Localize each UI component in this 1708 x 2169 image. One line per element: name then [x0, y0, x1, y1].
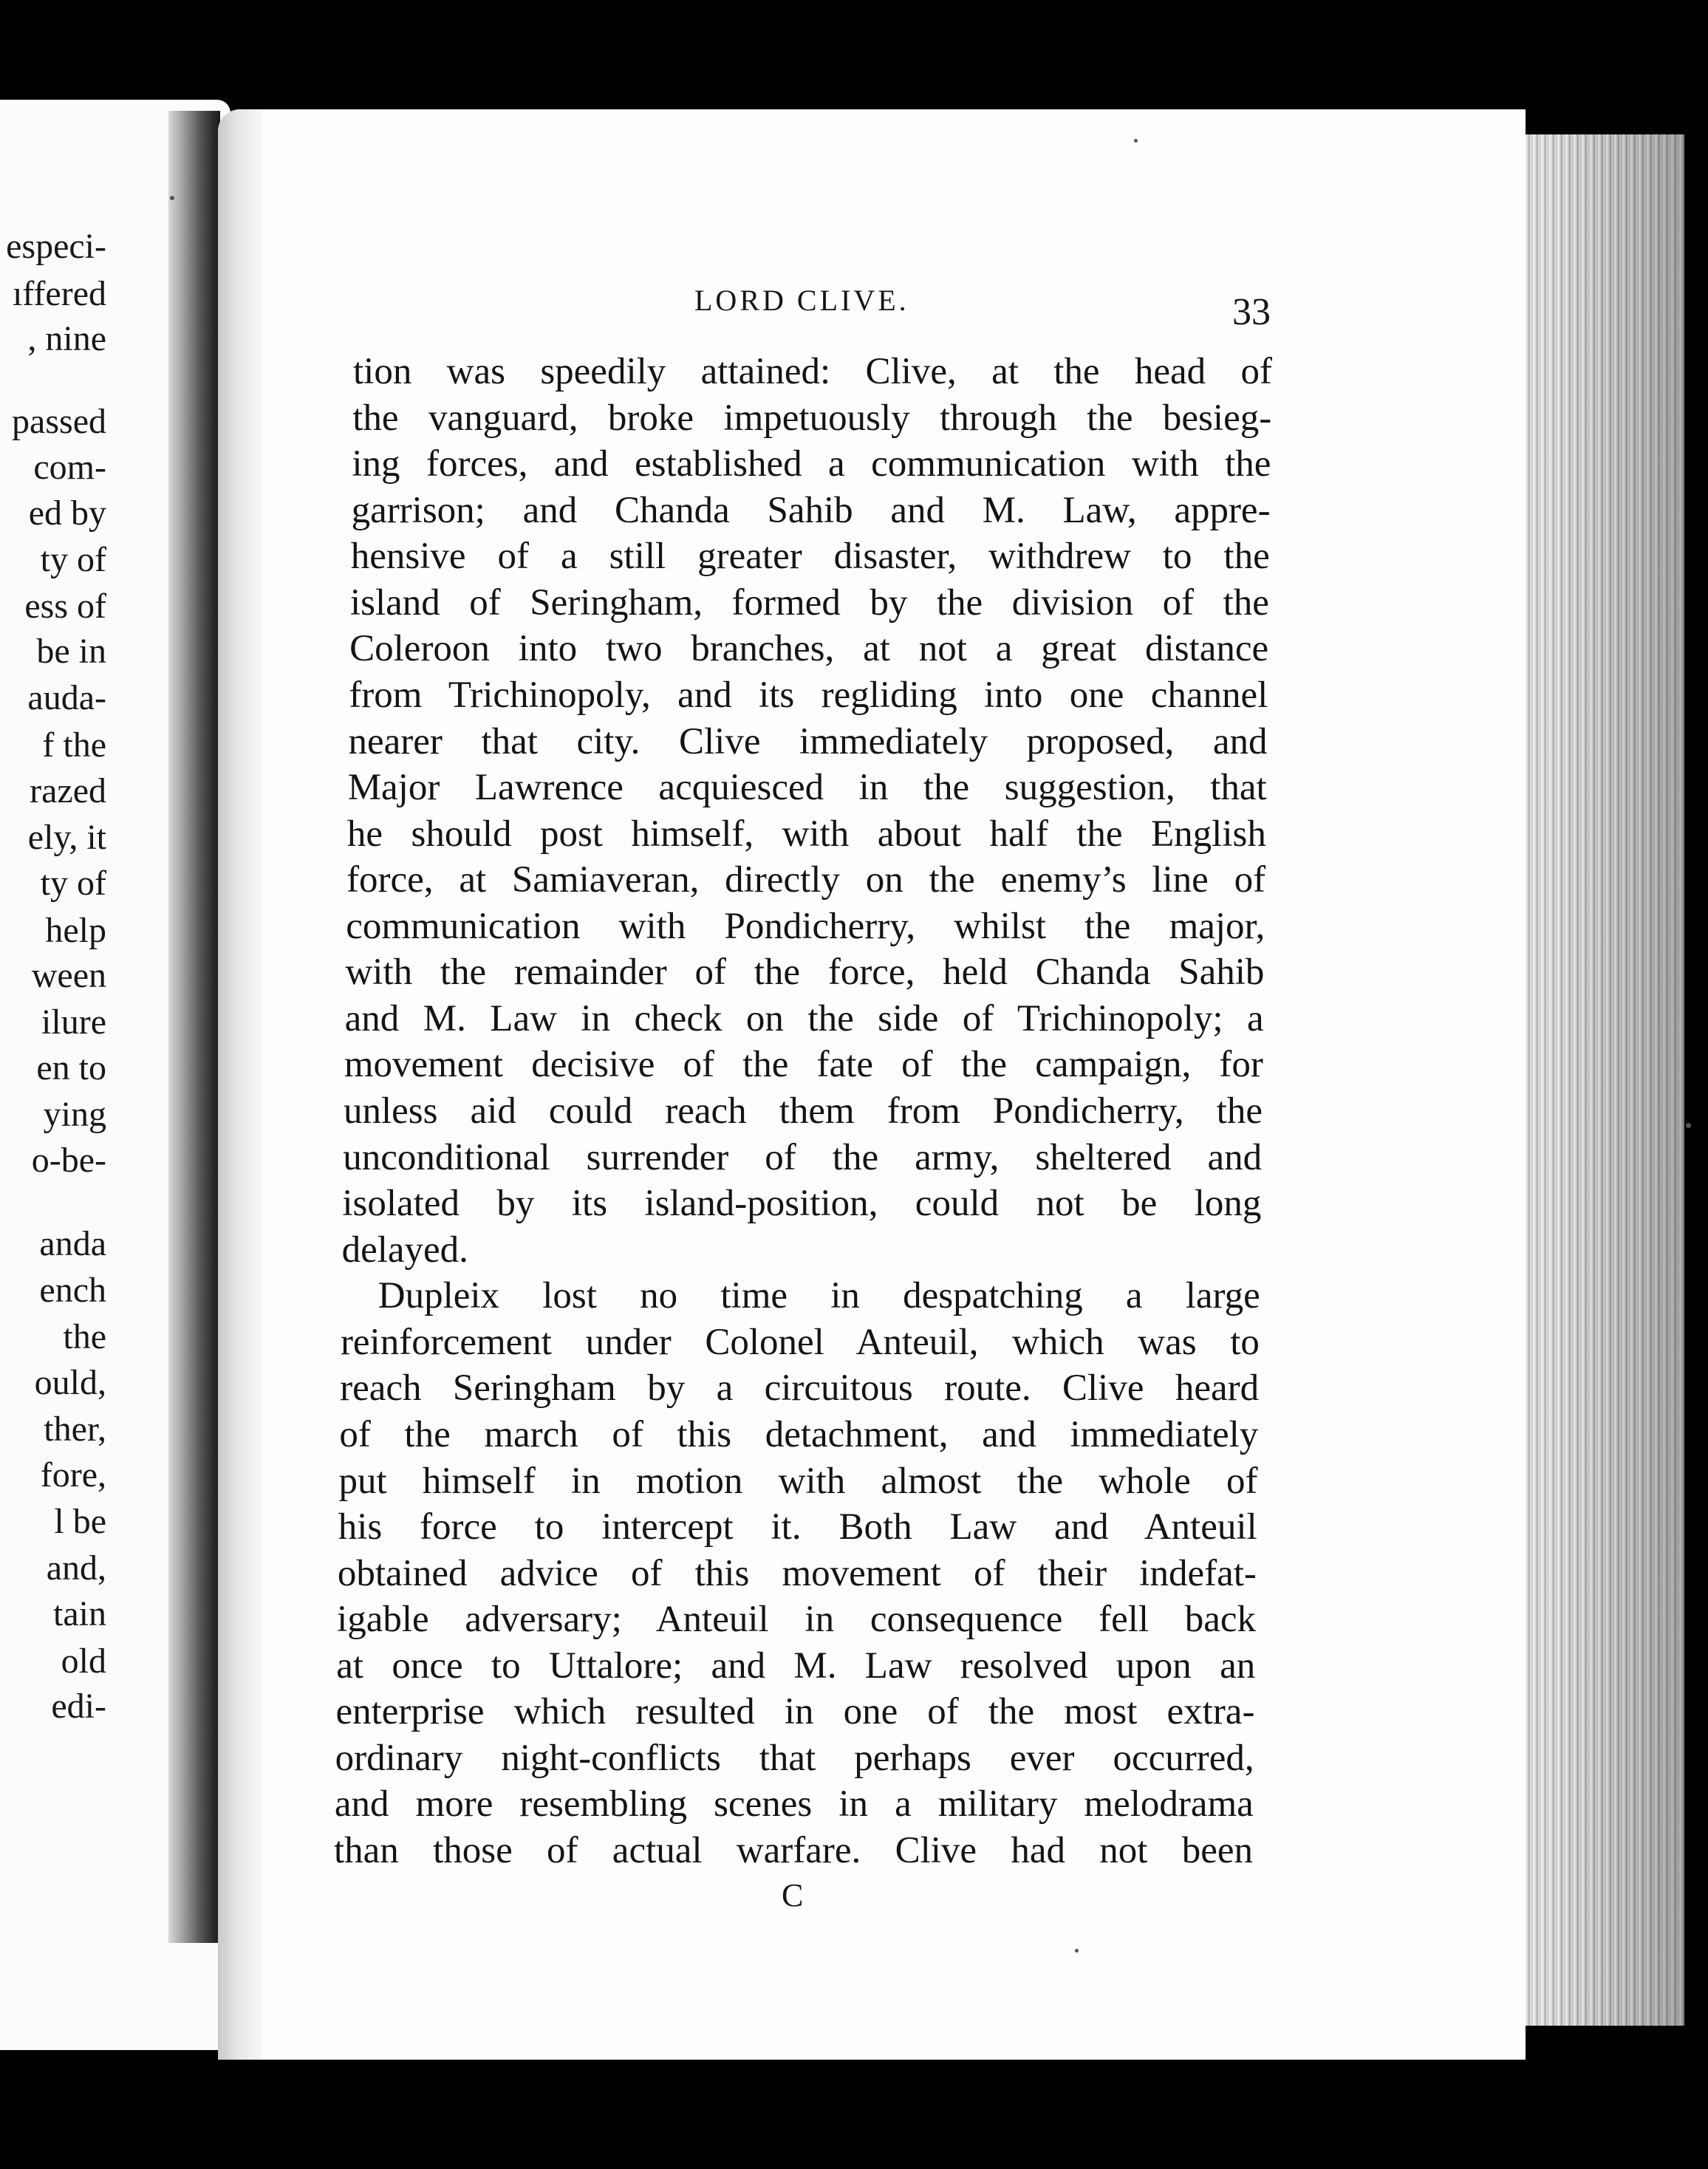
- body-line: unless aid could reach them from Pondicherry, the: [344, 1090, 1263, 1132]
- body-line: nearer that city. Clive immediately proposed, and: [348, 720, 1268, 762]
- body-line: Major Lawrence acquiesced in the suggestion, that: [347, 767, 1267, 809]
- previous-page-line: tain: [53, 1594, 106, 1633]
- body-line: than those of actual warfare. Clive had not been: [334, 1830, 1253, 1871]
- previous-page-line: l be: [54, 1502, 106, 1541]
- previous-page-line: f the: [42, 725, 106, 765]
- previous-page-line: ıffered: [12, 274, 106, 313]
- body-line: ing forces, and established a communication with the: [352, 443, 1271, 485]
- previous-page-line: ying: [43, 1095, 106, 1134]
- body-line: Coleroon into two branches, at not a great distance: [349, 628, 1269, 670]
- signature-mark: C: [782, 1877, 804, 1913]
- body-line: and M. Law in check on the side of Trichinopoly; a: [344, 997, 1264, 1039]
- body-line: reinforcement under Colonel Anteuil, which was to: [340, 1321, 1260, 1363]
- previous-page-line: ould,: [34, 1363, 106, 1402]
- previous-page-line: ty of: [40, 540, 106, 579]
- previous-page-line: auda-: [27, 678, 106, 717]
- previous-page-line: ess of: [24, 587, 106, 626]
- previous-page-line: o-be-: [31, 1141, 106, 1180]
- body-line: and more resembling scenes in a military melodrama: [334, 1783, 1254, 1825]
- running-head: LORD CLIVE.: [694, 284, 909, 317]
- previous-page-line: help: [45, 911, 106, 950]
- previous-page-line: anda: [39, 1224, 106, 1263]
- body-line: put himself in motion with almost the whole of: [338, 1460, 1258, 1502]
- page-number: 33: [1232, 291, 1271, 333]
- body-line: obtained advice of this movement of their indefat-: [337, 1552, 1257, 1594]
- body-line: enterprise which resulted in one of the most extra-: [335, 1691, 1255, 1733]
- previous-page-line: en to: [36, 1048, 106, 1087]
- paragraph-first-line: Dupleix lost no time in despatching a large: [378, 1275, 1260, 1317]
- body-line: garrison; and Chanda Sahib and M. Law, appre-: [351, 489, 1271, 531]
- previous-page-line: especi-: [6, 227, 106, 266]
- body-line: reach Seringham by a circuitous route. Clive heard: [340, 1367, 1260, 1410]
- previous-page-line: and,: [46, 1548, 106, 1588]
- inner-gutter-shadow: [218, 109, 262, 2060]
- body-line: of the march of this detachment, and immediately: [339, 1413, 1259, 1455]
- previous-page-line: com-: [33, 448, 106, 487]
- body-line: isolated by its island-position, could not be long: [342, 1183, 1262, 1225]
- body-line: at once to Uttalore; and M. Law resolved upon an: [336, 1644, 1256, 1687]
- body-line: from Trichinopoly, and its regliding into one channel: [349, 674, 1268, 716]
- previous-page-line: fore,: [40, 1455, 106, 1495]
- body-line: ordinary night-conflicts that perhaps ever occurred,: [335, 1737, 1254, 1779]
- body-line: unconditional surrender of the army, sheltered and: [343, 1136, 1263, 1178]
- body-line: tion was speedily attained: Clive, at the head of: [353, 351, 1272, 392]
- body-line: movement decisive of the fate of the campaign, for: [344, 1044, 1263, 1086]
- dust-speck: [1075, 1949, 1079, 1953]
- body-line: delayed.: [341, 1229, 468, 1271]
- previous-page-line: edi-: [51, 1687, 106, 1726]
- body-line: his force to intercept it. Both Law and Anteuil: [338, 1506, 1257, 1548]
- body-line: the vanguard, broke impetuously through the besieg-: [352, 397, 1272, 439]
- body-line: communication with Pondicherry, whilst the major,: [346, 905, 1265, 947]
- previous-page-line: ty of: [40, 864, 106, 903]
- previous-page-line: ther,: [44, 1410, 106, 1449]
- body-line: force, at Samiaveran, directly on the enemy’s line of: [346, 859, 1266, 901]
- previous-page-line: ely, it: [27, 818, 106, 857]
- previous-page-line: old: [61, 1642, 106, 1681]
- body-line: he should post himself, with about half the English: [346, 813, 1266, 855]
- dust-speck: [170, 196, 174, 200]
- body-line: island of Seringham, formed by the division of the: [349, 581, 1269, 624]
- dust-speck: [1134, 139, 1138, 143]
- previous-page-line: ench: [39, 1271, 106, 1310]
- dust-speck: [1686, 1123, 1691, 1128]
- previous-page-line: be in: [36, 632, 106, 671]
- previous-page-line: ween: [31, 956, 106, 995]
- previous-page-line: razed: [30, 771, 106, 810]
- previous-page-line: ed by: [28, 493, 106, 533]
- body-line: with the remainder of the force, held Chanda Sahib: [345, 952, 1265, 994]
- previous-page-line: ilure: [41, 1002, 106, 1042]
- previous-page-line: passed: [12, 402, 106, 441]
- body-line: igable adversary; Anteuil in consequence fell back: [337, 1599, 1257, 1641]
- left-gutter-shadow: [168, 111, 220, 1943]
- previous-page-line: , nine: [27, 319, 106, 358]
- body-line: hensive of a still greater disaster, withdrew to the: [350, 536, 1270, 578]
- previous-page-line: the: [63, 1317, 106, 1356]
